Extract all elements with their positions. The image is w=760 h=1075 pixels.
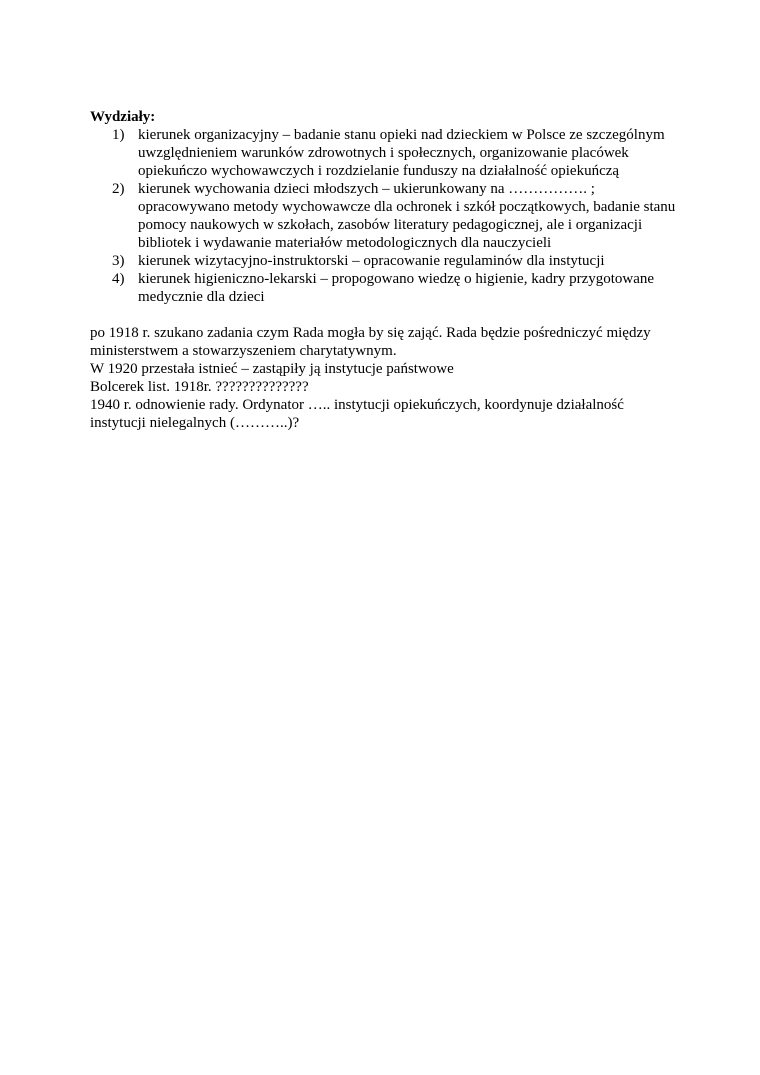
list-item-number: 1) (112, 127, 125, 143)
paragraph: Bolcerek list. 1918r. ?????????????? (90, 379, 309, 395)
blank-line (90, 306, 680, 324)
list-item (90, 180, 680, 252)
paragraph: W 1920 przestała istnieć – zastąpiły ją instytucje państwowe (90, 361, 454, 377)
document-body (90, 108, 680, 432)
list-item (90, 252, 680, 270)
department-list (90, 126, 680, 306)
list-item-text: kierunek organizacyjny – badanie stanu opieki nad dzieckiem w Polsce ze szczególnym uwzględnieniem warunków zdrowotnych i społecznych, organizowanie placówek opiekuńczo wychowawczych i rozdzielanie funduszy na działalność opiekuńczą (138, 127, 665, 179)
section-heading: Wydziały: (90, 109, 156, 125)
list-item (90, 270, 680, 306)
list-item-text: kierunek wychowania dzieci młodszych – ukierunkowany na ……………. ; opracowywano metody wychowawcze dla ochronek i szkół początkowych, badanie stanu pomocy naukowych w szkołach, zasobów literatury pedagogicznej, ale i organizacji bibliotek i wydawanie materiałów metodologicznych dla nauczycieli (138, 181, 676, 251)
paragraph: 1940 r. odnowienie rady. Ordynator ….. instytucji opiekuńczych, koordynuje działalność instytucji nielegalnych (………..)? (90, 397, 624, 431)
paragraph: po 1918 r. szukano zadania czym Rada mogła by się zająć. Rada będzie pośredniczyć między ministerstwem a stowarzyszeniem charytatywnym. (90, 325, 651, 359)
list-item-number: 3) (112, 253, 125, 269)
list-item (90, 126, 680, 180)
list-item-text: kierunek wizytacyjno-instruktorski – opracowanie regulaminów dla instytucji (138, 253, 605, 269)
list-item-number: 2) (112, 181, 125, 197)
list-item-number: 4) (112, 271, 125, 287)
list-item-text: kierunek higieniczno-lekarski – propogowano wiedzę o higienie, kadry przygotowane medycznie dla dzieci (138, 271, 655, 305)
